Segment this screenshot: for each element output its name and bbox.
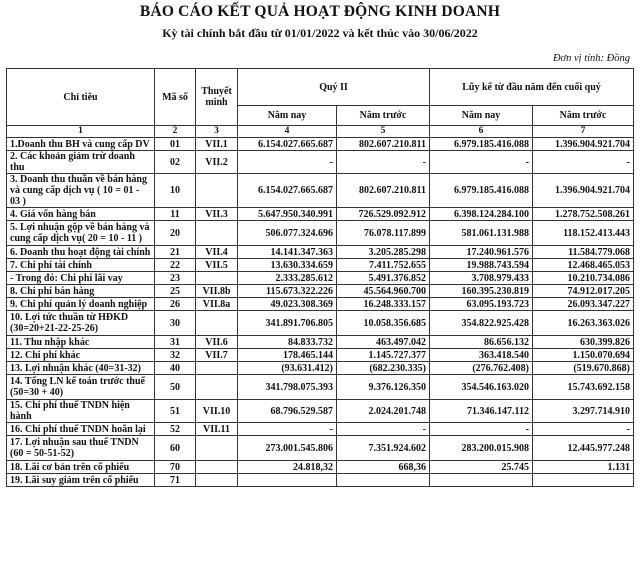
- row-note: VII.3: [196, 208, 238, 221]
- ytd-this-year: (276.762.408): [430, 362, 533, 375]
- quarter-this-year: (93.631.412): [238, 362, 337, 375]
- ytd-last-year: 1.150.070.694: [533, 349, 634, 362]
- row-label: 19. Lãi suy giảm trên cổ phiếu: [7, 474, 155, 487]
- ytd-last-year: 15.743.692.158: [533, 375, 634, 400]
- row-label: 6. Doanh thu hoạt động tài chính: [7, 246, 155, 259]
- row-note: VII.8b: [196, 285, 238, 298]
- ytd-last-year: -: [533, 151, 634, 174]
- ytd-this-year: 6.398.124.284.100: [430, 208, 533, 221]
- row-label: 3. Doanh thu thuần về bán hàng và cung cấp dịch vụ ( 10 = 01 - 03 ): [7, 174, 155, 208]
- row-label: 15. Chi phí thuế TNDN hiện hành: [7, 400, 155, 423]
- row-code: 25: [155, 285, 196, 298]
- row-code: 26: [155, 298, 196, 311]
- ytd-this-year: 86.656.132: [430, 336, 533, 349]
- quarter-last-year: 7.411.752.655: [337, 259, 430, 272]
- table-row: [7, 174, 634, 208]
- header-quy: Quý II: [238, 69, 430, 106]
- row-note: VII.2: [196, 151, 238, 174]
- table-row: [7, 298, 634, 311]
- row-code: 30: [155, 311, 196, 336]
- row-label: 4. Giá vốn hàng bán: [7, 208, 155, 221]
- quarter-last-year: 3.205.285.298: [337, 246, 430, 259]
- ytd-this-year: 354.546.163.020: [430, 375, 533, 400]
- row-label: 2. Các khoản giảm trừ doanh thu: [7, 151, 155, 174]
- row-code: 31: [155, 336, 196, 349]
- row-code: 70: [155, 461, 196, 474]
- table-row: [7, 246, 634, 259]
- ytd-last-year: (519.670.868): [533, 362, 634, 375]
- quarter-last-year: 668,36: [337, 461, 430, 474]
- row-code: 51: [155, 400, 196, 423]
- row-code: 21: [155, 246, 196, 259]
- quarter-last-year: (682.230.335): [337, 362, 430, 375]
- row-code: 50: [155, 375, 196, 400]
- quarter-last-year: 10.058.356.685: [337, 311, 430, 336]
- ytd-this-year: 6.979.185.416.088: [430, 174, 533, 208]
- row-label: 13. Lợi nhuận khác (40=31-32): [7, 362, 155, 375]
- table-row: [7, 423, 634, 436]
- ytd-last-year: 1.396.904.921.704: [533, 138, 634, 151]
- header-nam-nay-quy: Năm nay: [238, 106, 337, 126]
- ytd-this-year: -: [430, 151, 533, 174]
- ytd-last-year: 1.396.904.921.704: [533, 174, 634, 208]
- quarter-this-year: 13.630.334.659: [238, 259, 337, 272]
- header-ma-so: Mã số: [155, 69, 196, 126]
- table-row: [7, 311, 634, 336]
- row-label: 7. Chi phí tài chính: [7, 259, 155, 272]
- quarter-last-year: -: [337, 151, 430, 174]
- quarter-this-year: [238, 474, 337, 487]
- quarter-this-year: 6.154.027.665.687: [238, 138, 337, 151]
- ytd-this-year: 581.061.131.988: [430, 221, 533, 246]
- header-nam-truoc-quy: Năm trước: [337, 106, 430, 126]
- row-note: VII.8a: [196, 298, 238, 311]
- table-row: [7, 259, 634, 272]
- quarter-this-year: 2.333.285.612: [238, 272, 337, 285]
- row-note: [196, 375, 238, 400]
- row-code: 60: [155, 436, 196, 461]
- row-note: VII.10: [196, 400, 238, 423]
- quarter-this-year: 14.141.347.363: [238, 246, 337, 259]
- ytd-last-year: 11.584.779.068: [533, 246, 634, 259]
- row-label: 11. Thu nhập khác: [7, 336, 155, 349]
- row-code: 52: [155, 423, 196, 436]
- quarter-this-year: 84.833.732: [238, 336, 337, 349]
- quarter-last-year: 463.497.042: [337, 336, 430, 349]
- currency-unit: Đơn vị tính: Đồng: [552, 53, 630, 64]
- row-code: 32: [155, 349, 196, 362]
- table-row: [7, 221, 634, 246]
- ytd-this-year: 3.708.979.433: [430, 272, 533, 285]
- row-code: 40: [155, 362, 196, 375]
- row-note: [196, 436, 238, 461]
- table-row: [7, 436, 634, 461]
- row-code: 22: [155, 259, 196, 272]
- quarter-last-year: 9.376.126.350: [337, 375, 430, 400]
- row-note: VII.4: [196, 246, 238, 259]
- quarter-this-year: 341.891.706.805: [238, 311, 337, 336]
- ytd-this-year: 354.822.925.428: [430, 311, 533, 336]
- ytd-last-year: 118.152.413.443: [533, 221, 634, 246]
- row-code: 23: [155, 272, 196, 285]
- row-label: 16. Chi phí thuế TNDN hoãn lại: [7, 423, 155, 436]
- header-thuyet-minh: Thuyết minh: [196, 69, 238, 126]
- row-label: 8. Chi phí bán hàng: [7, 285, 155, 298]
- quarter-last-year: 76.078.117.899: [337, 221, 430, 246]
- table-row: [7, 285, 634, 298]
- row-note: VII.7: [196, 349, 238, 362]
- ytd-this-year: 71.346.147.112: [430, 400, 533, 423]
- quarter-this-year: 68.796.529.587: [238, 400, 337, 423]
- quarter-this-year: -: [238, 151, 337, 174]
- ytd-last-year: 16.263.363.026: [533, 311, 634, 336]
- ytd-last-year: 1.131: [533, 461, 634, 474]
- income-statement-table: [6, 68, 634, 487]
- header-nam-nay-luyke: Năm nay: [430, 106, 533, 126]
- column-number: 7: [533, 126, 634, 138]
- row-code: 11: [155, 208, 196, 221]
- row-note: [196, 272, 238, 285]
- quarter-this-year: 341.798.075.393: [238, 375, 337, 400]
- quarter-last-year: 45.564.960.700: [337, 285, 430, 298]
- row-code: 71: [155, 474, 196, 487]
- row-note: [196, 221, 238, 246]
- ytd-last-year: 12.445.977.248: [533, 436, 634, 461]
- table-row: [7, 138, 634, 151]
- row-label: 18. Lãi cơ bản trên cổ phiếu: [7, 461, 155, 474]
- row-label: 12. Chi phí khác: [7, 349, 155, 362]
- quarter-last-year: 1.145.727.377: [337, 349, 430, 362]
- row-note: [196, 311, 238, 336]
- quarter-last-year: -: [337, 423, 430, 436]
- row-code: 02: [155, 151, 196, 174]
- table-row: [7, 375, 634, 400]
- row-code: 20: [155, 221, 196, 246]
- ytd-last-year: 74.912.017.205: [533, 285, 634, 298]
- quarter-last-year: 16.248.333.157: [337, 298, 430, 311]
- quarter-last-year: 726.529.092.912: [337, 208, 430, 221]
- row-label: 5. Lợi nhuận gộp về bán hàng và cung cấp dịch vụ( 20 = 10 - 11 ): [7, 221, 155, 246]
- ytd-last-year: [533, 474, 634, 487]
- table-row: [7, 474, 634, 487]
- quarter-this-year: 506.077.324.696: [238, 221, 337, 246]
- table-row: [7, 208, 634, 221]
- ytd-last-year: 630.399.826: [533, 336, 634, 349]
- quarter-last-year: 802.607.210.811: [337, 174, 430, 208]
- quarter-this-year: 178.465.144: [238, 349, 337, 362]
- row-label: 1.Doanh thu BH và cung cấp DV: [7, 138, 155, 151]
- quarter-this-year: 115.673.322.226: [238, 285, 337, 298]
- column-number: 4: [238, 126, 337, 138]
- table-row: [7, 151, 634, 174]
- quarter-last-year: 802.607.210.811: [337, 138, 430, 151]
- ytd-this-year: -: [430, 423, 533, 436]
- ytd-this-year: 363.418.540: [430, 349, 533, 362]
- ytd-this-year: 160.395.230.819: [430, 285, 533, 298]
- ytd-last-year: 10.210.734.086: [533, 272, 634, 285]
- column-number: 5: [337, 126, 430, 138]
- row-note: VII.6: [196, 336, 238, 349]
- row-code: 10: [155, 174, 196, 208]
- ytd-this-year: 17.240.961.576: [430, 246, 533, 259]
- row-note: [196, 461, 238, 474]
- quarter-this-year: 5.647.950.340.991: [238, 208, 337, 221]
- row-label: 14. Tổng LN kế toán trước thuế (50=30 + 40): [7, 375, 155, 400]
- quarter-this-year: 24.818,32: [238, 461, 337, 474]
- row-code: 01: [155, 138, 196, 151]
- row-label: - Trong đó: Chi phí lãi vay: [7, 272, 155, 285]
- header-luy-ke: Lũy kế từ đầu năm đến cuối quý: [430, 69, 634, 106]
- header-chi-tieu: Chỉ tiêu: [7, 69, 155, 126]
- quarter-this-year: 49.023.308.369: [238, 298, 337, 311]
- table-row: [7, 336, 634, 349]
- column-number: 3: [196, 126, 238, 138]
- report-subtitle: Kỳ tài chính bắt đầu từ 01/01/2022 và kết thúc vào 30/06/2022: [162, 26, 478, 40]
- quarter-last-year: [337, 474, 430, 487]
- ytd-this-year: [430, 474, 533, 487]
- row-label: 9. Chi phí quản lý doanh nghiệp: [7, 298, 155, 311]
- table-row: [7, 461, 634, 474]
- row-note: [196, 474, 238, 487]
- table-row: [7, 362, 634, 375]
- table-row: [7, 349, 634, 362]
- ytd-last-year: 1.278.752.508.261: [533, 208, 634, 221]
- column-number: 2: [155, 126, 196, 138]
- quarter-last-year: 2.024.201.748: [337, 400, 430, 423]
- ytd-this-year: 19.988.743.594: [430, 259, 533, 272]
- quarter-this-year: 6.154.027.665.687: [238, 174, 337, 208]
- quarter-this-year: 273.001.545.806: [238, 436, 337, 461]
- column-number: 1: [7, 126, 155, 138]
- header-nam-truoc-luyke: Năm trước: [533, 106, 634, 126]
- ytd-this-year: 63.095.193.723: [430, 298, 533, 311]
- quarter-last-year: 5.491.376.852: [337, 272, 430, 285]
- ytd-last-year: -: [533, 423, 634, 436]
- quarter-last-year: 7.351.924.602: [337, 436, 430, 461]
- ytd-last-year: 26.093.347.227: [533, 298, 634, 311]
- row-note: [196, 174, 238, 208]
- column-number: 6: [430, 126, 533, 138]
- row-label: 10. Lợi tức thuần từ HĐKD (30=20+21-22-25-26): [7, 311, 155, 336]
- ytd-last-year: 12.468.465.053: [533, 259, 634, 272]
- table-row: [7, 400, 634, 423]
- row-note: VII.5: [196, 259, 238, 272]
- row-note: VII.1: [196, 138, 238, 151]
- quarter-this-year: -: [238, 423, 337, 436]
- ytd-this-year: 6.979.185.416.088: [430, 138, 533, 151]
- ytd-last-year: 3.297.714.910: [533, 400, 634, 423]
- report-title: BÁO CÁO KẾT QUẢ HOẠT ĐỘNG KINH DOANH: [139, 3, 501, 20]
- ytd-this-year: 283.200.015.908: [430, 436, 533, 461]
- row-label: 17. Lợi nhuận sau thuế TNDN (60 = 50-51-52): [7, 436, 155, 461]
- table-row: [7, 272, 634, 285]
- row-note: [196, 362, 238, 375]
- row-note: VII.11: [196, 423, 238, 436]
- ytd-this-year: 25.745: [430, 461, 533, 474]
